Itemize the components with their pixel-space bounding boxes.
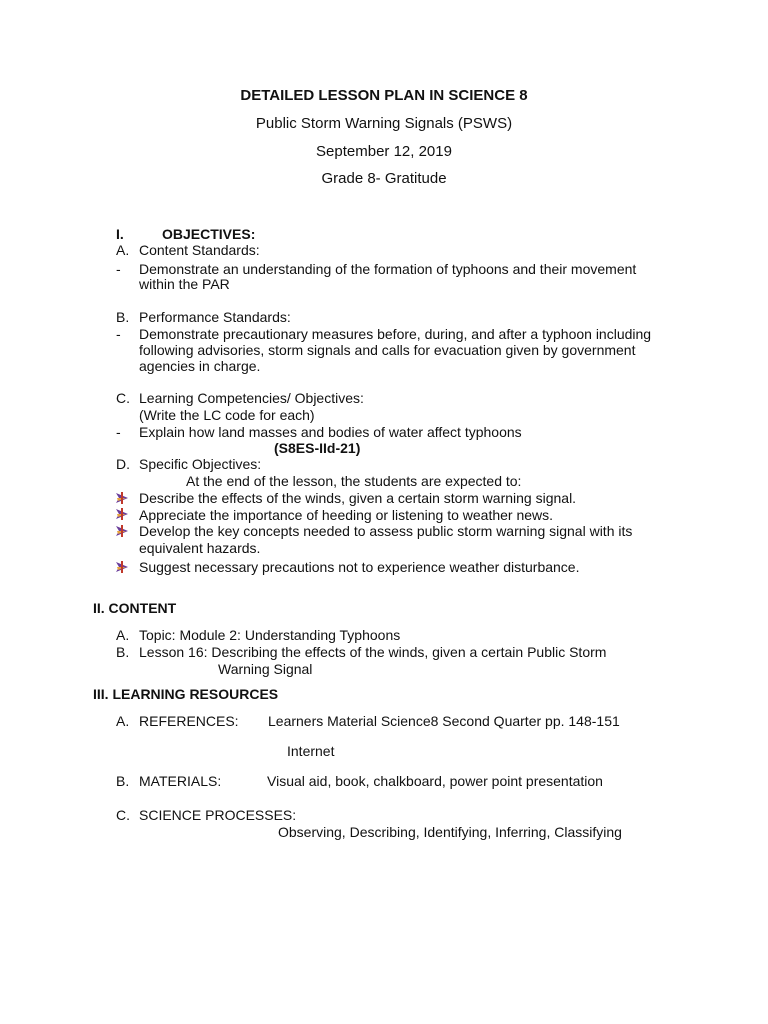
dash-marker: -	[116, 261, 121, 277]
content-standards-text: within the PAR	[139, 276, 230, 292]
learning-competencies-note: (Write the LC code for each)	[139, 407, 315, 423]
references-value: Learners Material Science8 Second Quarter pp. 148-151	[268, 713, 620, 729]
item-letter: A.	[116, 242, 130, 258]
item-letter: B.	[116, 309, 130, 325]
document-subtitle: Public Storm Warning Signals (PSWS)	[255, 115, 513, 132]
materials-label: MATERIALS:	[139, 773, 222, 789]
specific-objective-item: equivalent hazards.	[139, 540, 261, 556]
specific-objectives-label: Specific Objectives:	[139, 456, 262, 472]
bullet-arrow-icon	[115, 524, 129, 538]
bullet-arrow-icon	[115, 491, 129, 505]
lc-code: (S8ES-IId-21)	[274, 440, 361, 456]
document-title: DETAILED LESSON PLAN IN SCIENCE 8	[240, 87, 528, 104]
specific-objective-item: Develop the key concepts needed to assess public storm warning signal with its	[139, 523, 633, 539]
bullet-arrow-icon	[115, 560, 129, 574]
specific-objective-item: Suggest necessary precautions not to experience weather disturbance.	[139, 559, 580, 575]
science-processes-value: Observing, Describing, Identifying, Inferring, Classifying	[278, 824, 622, 840]
performance-standards-text: agencies in charge.	[139, 358, 261, 374]
specific-objective-item: Describe the effects of the winds, given a certain storm warning signal.	[139, 490, 577, 506]
item-letter: D.	[116, 456, 130, 472]
section-numeral: I.	[116, 226, 124, 242]
section-heading-objectives: OBJECTIVES:	[162, 226, 256, 242]
content-lesson: Lesson 16: Describing the effects of the winds, given a certain Public Storm	[139, 644, 607, 660]
item-letter: C.	[116, 807, 130, 823]
learning-competencies-text: Explain how land masses and bodies of water affect typhoons	[139, 424, 522, 440]
science-processes-label: SCIENCE PROCESSES:	[139, 807, 297, 823]
references-value: Internet	[287, 743, 335, 759]
item-letter: C.	[116, 390, 130, 406]
content-standards-text: Demonstrate an understanding of the formation of typhoons and their movement	[139, 261, 637, 277]
document-date: September 12, 2019	[316, 143, 452, 160]
item-letter: B.	[116, 644, 130, 660]
section-heading-resources: III. LEARNING RESOURCES	[93, 686, 279, 702]
item-letter: A.	[116, 713, 130, 729]
item-letter: B.	[116, 773, 130, 789]
references-label: REFERENCES:	[139, 713, 239, 729]
dash-marker: -	[116, 326, 121, 342]
document-grade: Grade 8- Gratitude	[321, 170, 447, 187]
learning-competencies-label: Learning Competencies/ Objectives:	[139, 390, 364, 406]
content-topic: Topic: Module 2: Understanding Typhoons	[139, 627, 401, 643]
performance-standards-text: following advisories, storm signals and calls for evacuation given by government	[139, 342, 636, 358]
materials-value: Visual aid, book, chalkboard, power point presentation	[267, 773, 603, 789]
performance-standards-label: Performance Standards:	[139, 309, 291, 325]
bullet-arrow-icon	[115, 507, 129, 521]
specific-objectives-intro: At the end of the lesson, the students are expected to:	[186, 473, 522, 489]
specific-objective-item: Appreciate the importance of heeding or listening to weather news.	[139, 507, 554, 523]
performance-standards-text: Demonstrate precautionary measures before, during, and after a typhoon including	[139, 326, 652, 342]
section-heading-content: II. CONTENT	[93, 600, 177, 616]
content-lesson: Warning Signal	[218, 661, 313, 677]
dash-marker: -	[116, 424, 121, 440]
item-letter: A.	[116, 627, 130, 643]
content-standards-label: Content Standards:	[139, 242, 260, 258]
